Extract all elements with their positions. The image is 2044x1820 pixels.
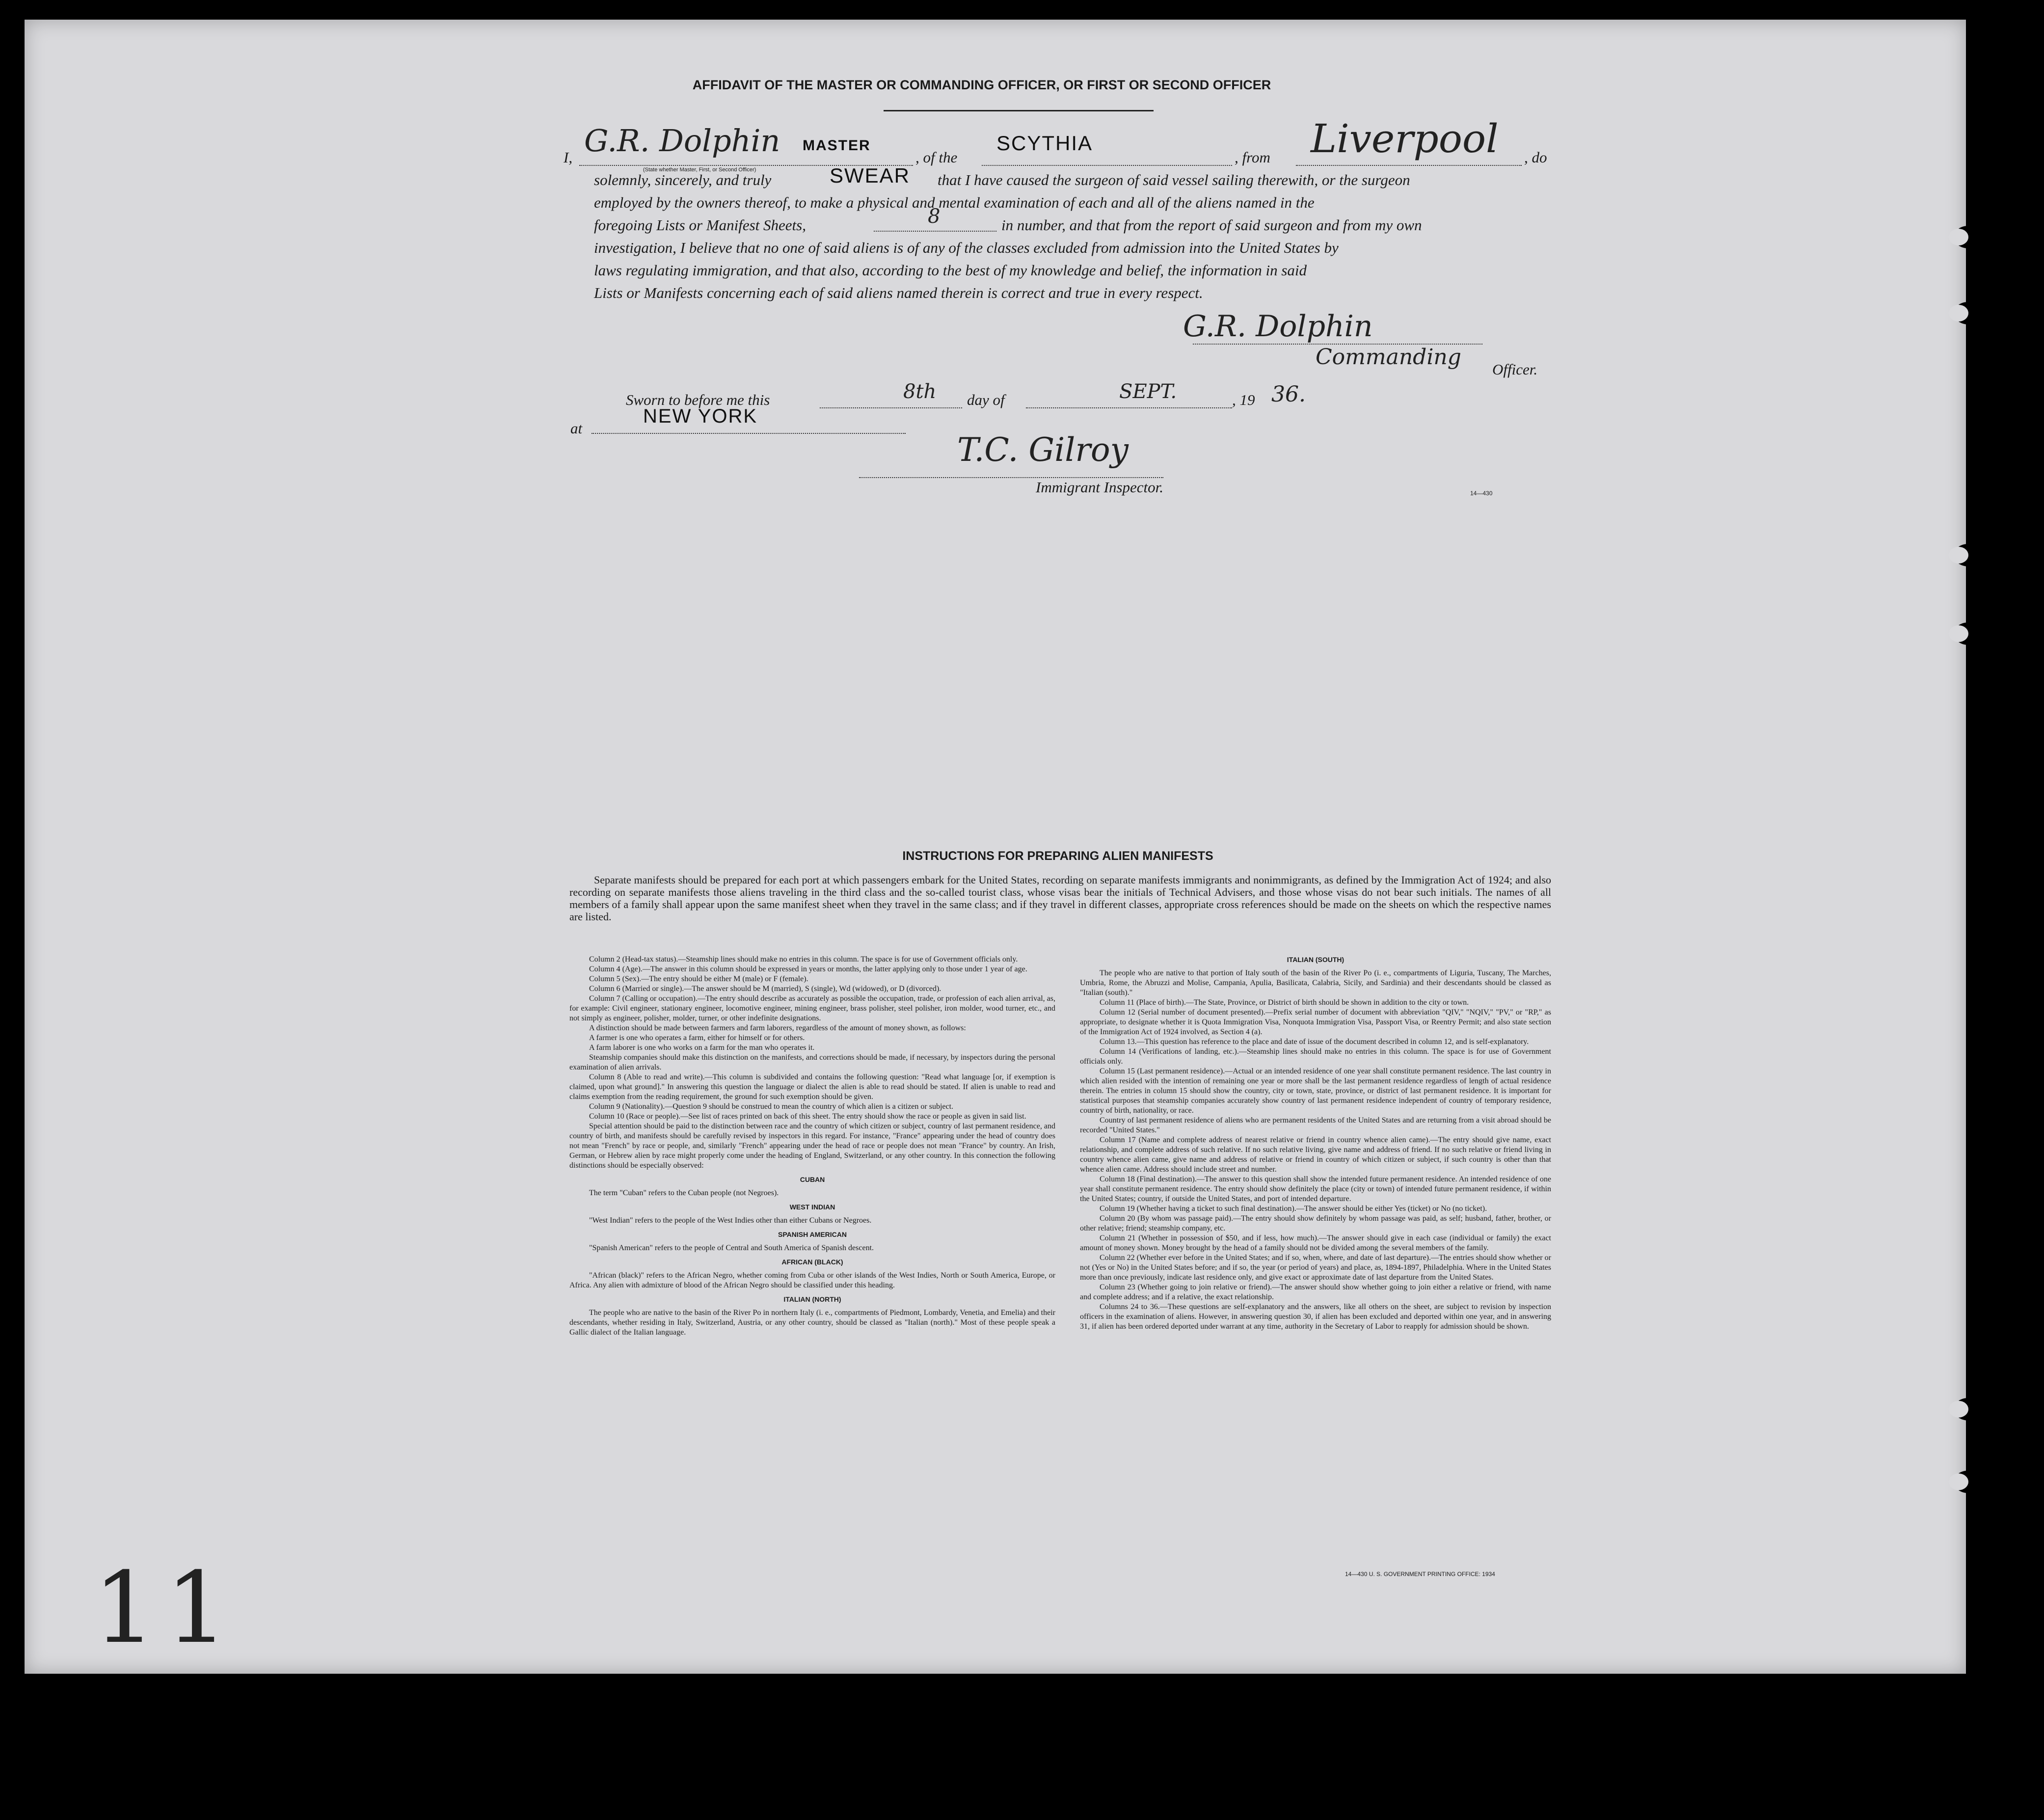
vessel-name: SCYTHIA bbox=[996, 132, 1093, 155]
cuban-heading: CUBAN bbox=[800, 1176, 825, 1183]
spanish-american-heading: SPANISH AMERICAN bbox=[778, 1231, 847, 1238]
printing-office-footer: 14—430 U. S. GOVERNMENT PRINTING OFFICE: 1934 bbox=[1345, 1571, 1495, 1578]
do-label: , do bbox=[1524, 149, 1547, 166]
instruction-paragraph: Column 4 (Age).—The answer in this column should be expressed in years or months, the latter applying only to those under 1 year of age. bbox=[589, 965, 1027, 973]
day-line bbox=[820, 407, 962, 408]
instruction-paragraph: The people who are native to that portion of Italy south of the basin of the River Po (i. e., compartments of Liguria, Tuscany, The Marches, Umbria, Rome, the Abruzzi and Molise, Campania, Apulia, Basilicata, Calabria, Sicily, and Sardinia) and their descendants should be classed as "Italian (south)." bbox=[1080, 969, 1551, 997]
instructions-title: INSTRUCTIONS FOR PREPARING ALIEN MANIFESTS bbox=[902, 849, 1213, 863]
binder-hole bbox=[1954, 226, 1983, 248]
month: SEPT. bbox=[1119, 380, 1177, 403]
manifest-sheet bbox=[25, 20, 1966, 1674]
of-the-label: , of the bbox=[915, 149, 958, 166]
instruction-paragraph: Column 18 (Final destination).—The answer to this question shall show the intended future permanent residence. An intended residence of one year shall constitute permanent residence. The entry should show definitely the place (city or town) of intended future permanent residence, if within the United States; country, if outside the United States, and port of intended departure. bbox=[1080, 1175, 1551, 1203]
instruction-paragraph: Column 7 (Calling or occupation).—The entry should describe as accurately as possible the occupation, trade, or profession of each alien arrival, as, for example: Civil engineer, stationary engineer, locomotive engineer, mining engineer, brass polisher, steel polisher, iron molder, wood turner, etc., and not simply as engineer, polisher, molder, turner, or other indefinite designations. bbox=[569, 994, 1055, 1022]
affidavit-line-2: that I have caused the surgeon of said vessel sailing therewith, or the surgeon bbox=[938, 171, 1410, 188]
instruction-paragraph: Column 9 (Nationality).—Question 9 should be construed to mean the country of which alien is a citizen or subject. bbox=[589, 1102, 954, 1111]
place-typed: NEW YORK bbox=[643, 405, 758, 427]
binder-hole bbox=[1954, 302, 1983, 324]
at-label: at bbox=[570, 420, 583, 437]
instruction-paragraph: Column 11 (Place of birth).—The State, Province, or District of birth should be shown in addition to the city or town. bbox=[1100, 998, 1469, 1007]
port-line bbox=[1296, 165, 1522, 166]
instruction-paragraph: Special attention should be paid to the distinction between race and the country of which citizen or subject, country of last permanent residence, and country of birth, and manifests should be carefully revised by inspectors in this regard. For instance, "France" appearing under the head of country does not mean "French" by race or people, and, similarly "French" appearing under the head of race or people does not mean "France" by country. An Irish, German, or Hebrew alien by race might properly come under the heading of England, Switzerland, or any other country. In this connection the following distinctions should be especially observed: bbox=[569, 1122, 1055, 1170]
day-of-label: day of bbox=[967, 391, 1005, 408]
instruction-paragraph: Column 12 (Serial number of document presented).—Prefix serial number of document with abbreviation "QIV," "NQIV," "PV," or "RP," as appropriate, to designate whether it is Quota Immigration Visa, Nonquota Immigration Visa, Passport Visa, or Reentry Permit; and also state section of the Immigration Act of 1924 involved, as Section 4 (a). bbox=[1080, 1008, 1551, 1036]
instruction-paragraph: Column 6 (Married or single).—The answer should be M (married), S (single), Wd (widowed), or D (divorced). bbox=[589, 985, 941, 993]
cuban-text: The term "Cuban" refers to the Cuban people (not Negroes). bbox=[589, 1189, 779, 1197]
italian-north-heading: ITALIAN (NORTH) bbox=[783, 1295, 841, 1303]
sheets-count: 8 bbox=[928, 205, 941, 228]
year-prefix: , 19 bbox=[1232, 391, 1255, 408]
instruction-paragraph: A farm laborer is one who works on a farm for the man who operates it. bbox=[589, 1044, 815, 1052]
swear-typed: SWEAR bbox=[830, 164, 911, 187]
instruction-paragraph: Column 14 (Verifications of landing, etc.).—Steamship lines should make no entries in this column. The space is for use of Government officials only. bbox=[1080, 1047, 1551, 1066]
rank-note: (State whether Master, First, or Second Officer) bbox=[643, 167, 756, 173]
instruction-paragraph: A farmer is one who operates a farm, either for himself or for others. bbox=[589, 1034, 805, 1042]
affidavit-line-5: investigation, I believe that no one of said aliens is of any of the classes excluded from admission into the United States by bbox=[594, 239, 1339, 256]
instruction-paragraph: Column 21 (Whether in possession of $50, and if less, how much).—The answer should give in each case (individual or family) the exact amount of money shown. Money brought by the head of a family should not be divided among the several members of the family. bbox=[1080, 1234, 1551, 1252]
affidavit-line-7: Lists or Manifests concerning each of said aliens named therein is correct and true in every respect. bbox=[594, 284, 1203, 301]
day-number: 8th bbox=[903, 380, 937, 403]
instruction-paragraph: Column 8 (Able to read and write).—This column is subdivided and contains the following question: "Read what language [or, if exemption is claimed, upon what ground]." In answering this question the language or dialect the alien is able to read should be stated. If alien is unable to read and claims exemption from the reading requirement, the ground for such exemption should be given. bbox=[569, 1073, 1055, 1101]
instructions-right-column bbox=[1080, 955, 1551, 1332]
inspector-title: Immigrant Inspector. bbox=[1036, 479, 1164, 496]
margin-page-mark: 11 bbox=[93, 1551, 238, 1665]
officer-label: Officer. bbox=[1492, 361, 1538, 378]
instruction-paragraph: Steamship companies should make this distinction on the manifests, and corrections should be made, if necessary, by inspectors during the personal examination of alien arrivals. bbox=[569, 1053, 1055, 1071]
west-indian-heading: WEST INDIAN bbox=[789, 1203, 835, 1211]
from-label: , from bbox=[1235, 149, 1270, 166]
instructions-left-column bbox=[569, 955, 1055, 1338]
instruction-paragraph: Column 17 (Name and complete address of nearest relative or friend in country whence alien came).—The entry should give name, exact relationship, and complete address of such relative. If no such relative living, give name and address of friend. If no such relative or friend living in country whence alien came, give name and address of relative or friend in country of which citizen or subject, if such country is other than that whence alien came. Address should include street and number. bbox=[1080, 1136, 1551, 1174]
african-heading: AFRICAN (BLACK) bbox=[781, 1258, 843, 1266]
place-line bbox=[592, 433, 906, 434]
role-handwritten: Commanding bbox=[1316, 345, 1461, 370]
month-line bbox=[1026, 407, 1232, 408]
sheets-line bbox=[874, 231, 996, 232]
affidavit-line-6: laws regulating immigration, and that also, according to the best of my knowledge and belief, the information in said bbox=[594, 262, 1307, 279]
instruction-paragraph: A distinction should be made between farmers and farm laborers, regardless of the amount of money shown, as follows: bbox=[589, 1024, 966, 1032]
port-handwritten: Liverpool bbox=[1311, 116, 1499, 161]
binder-hole bbox=[1954, 622, 1983, 645]
i-label: I, bbox=[564, 149, 573, 166]
instruction-paragraph: Column 15 (Last permanent residence).—Actual or an intended residence of one year shall constitute permanent residence. The last country in which alien resided with the intention of remaining one year or more shall be the last permanent residence regardless of length of actual residence therein. The entries in column 15 should show the country, city or town, state, province, or district of last permanent residence. It is important for statistical purposes that steamship companies accurately show country of last permanent residence independent of country of temporary residence, country of birth, nationality, or race. bbox=[1080, 1067, 1551, 1115]
affidavit-line-4a: foregoing Lists or Manifest Sheets, bbox=[594, 216, 806, 234]
instruction-paragraph: Column 19 (Whether having a ticket to such final destination).—The answer should be either Yes (ticket) or No (no ticket). bbox=[1100, 1204, 1487, 1213]
binder-hole bbox=[1954, 1471, 1983, 1493]
vessel-line bbox=[982, 165, 1232, 166]
binder-hole bbox=[1954, 1398, 1983, 1420]
binder-hole bbox=[1954, 544, 1983, 566]
instruction-paragraph: Columns 24 to 36.—These questions are self-explanatory and the answers, like all others on the sheet, are subject to revision by inspection officers in the examination of aliens. However, in answering question 30, if alien has been excluded and deported within one year, and in answering 31, if alien has been ordered deported under warrant at any time, authority in the Secretary of Labor to reapply for admission should be shown. bbox=[1080, 1303, 1551, 1331]
spanish-american-text: "Spanish American" refers to the people of Central and South America of Spanish descent. bbox=[589, 1244, 874, 1252]
instruction-paragraph: Column 5 (Sex).—The entry should be either M (male) or F (female). bbox=[589, 975, 808, 983]
instructions-intro: Separate manifests should be prepared for each port at which passengers embark for the United States, recording on separate manifests immigrants and nonimmigrants, as defined by the Immigration Act of 1924; and also recording on separate manifests those aliens traveling in the third class and the so-called tourist class, whose visas bear the initials of Technical Advisers, and those whose visas do not bear such initials. The names of all members of a family shall appear upon the same manifest sheet when they travel in the same class; and if they travel in different classes, appropriate cross references should be made on the sheets on which the respective names are listed. bbox=[569, 874, 1551, 923]
affidavit-title: AFFIDAVIT OF THE MASTER OR COMMANDING OFFICER, OR FIRST OR SECOND OFFICER bbox=[692, 78, 1271, 92]
instruction-paragraph: Column 13.—This question has reference to the place and date of issue of the document described in column 12, and is self-explanatory. bbox=[1100, 1038, 1529, 1046]
instruction-paragraph: Column 22 (Whether ever before in the United States; and if so, when, where, and date of last departure).—The entries should show whether or not (Yes or No) in the United States before; and if so, the year (or period of years) and place, as, 1894-1897, Philadelphia. Where in the United States more than once previously, indicate last residence only, and give exact or approximate date of last departure from the United States. bbox=[1080, 1254, 1551, 1282]
solemnly-text: solemnly, sincerely, and truly bbox=[594, 171, 772, 188]
year-handwritten: 36. bbox=[1271, 382, 1306, 407]
instruction-paragraph: Column 10 (Race or people).—See list of races printed on back of this sheet. The entry should show the race or people as given in said list. bbox=[589, 1112, 1026, 1121]
sworn-label: Sworn to before me this bbox=[626, 391, 770, 408]
master-name-handwritten: G.R. Dolphin bbox=[584, 123, 780, 159]
form-number: 14—430 bbox=[1470, 490, 1493, 497]
officer-signature: G.R. Dolphin bbox=[1183, 309, 1373, 344]
italian-north-text: The people who are native to the basin of the River Po in northern Italy (i. e., compartments of Piedmont, Lombardy, Venetia, and Emelia) and their descendants, whether residing in Italy, Switzerland, Austria, or any other country, should be classed as "Italian (north)." Most of these people speak a Gallic dialect of the Italian language. bbox=[569, 1309, 1055, 1337]
instruction-paragraph: Column 2 (Head-tax status).—Steamship lines should make no entries in this column. The space is for use of Government officials only. bbox=[589, 955, 1018, 964]
rank-typed: MASTER bbox=[803, 137, 871, 154]
inspector-signature: T.C. Gilroy bbox=[957, 431, 1129, 469]
west-indian-text: "West Indian" refers to the people of the West Indies other than either Cubans or Negroes. bbox=[589, 1216, 872, 1225]
instruction-paragraph: Column 23 (Whether going to join relative or friend).—The answer should show whether going to join either a relative or friend, with name and complete address; and if a relative, the exact relationship. bbox=[1080, 1283, 1551, 1301]
instruction-paragraph: Country of last permanent residence of aliens who are permanent residents of the United States and are returning from a visit abroad should be recorded "United States." bbox=[1080, 1116, 1551, 1134]
african-text: "African (black)" refers to the African Negro, whether coming from Cuba or other islands of the West Indies, North or South America, Europe, or Africa. Any alien with admixture of blood of the African Negro should be classified under this heading. bbox=[569, 1271, 1055, 1289]
title-rule bbox=[884, 110, 1154, 111]
instruction-paragraph: Column 20 (By whom was passage paid).—The entry should show definitely by whom passage was paid, as self; husband, father, brother, or other relative; friend; steamship company, etc. bbox=[1080, 1214, 1551, 1232]
affidavit-line-4b: in number, and that from the report of said surgeon and from my own bbox=[1001, 216, 1422, 234]
affidavit-line-3: employed by the owners thereof, to make a physical and mental examination of each and all of the aliens named in the bbox=[594, 194, 1315, 211]
italian-south-heading: ITALIAN (SOUTH) bbox=[1287, 956, 1345, 964]
